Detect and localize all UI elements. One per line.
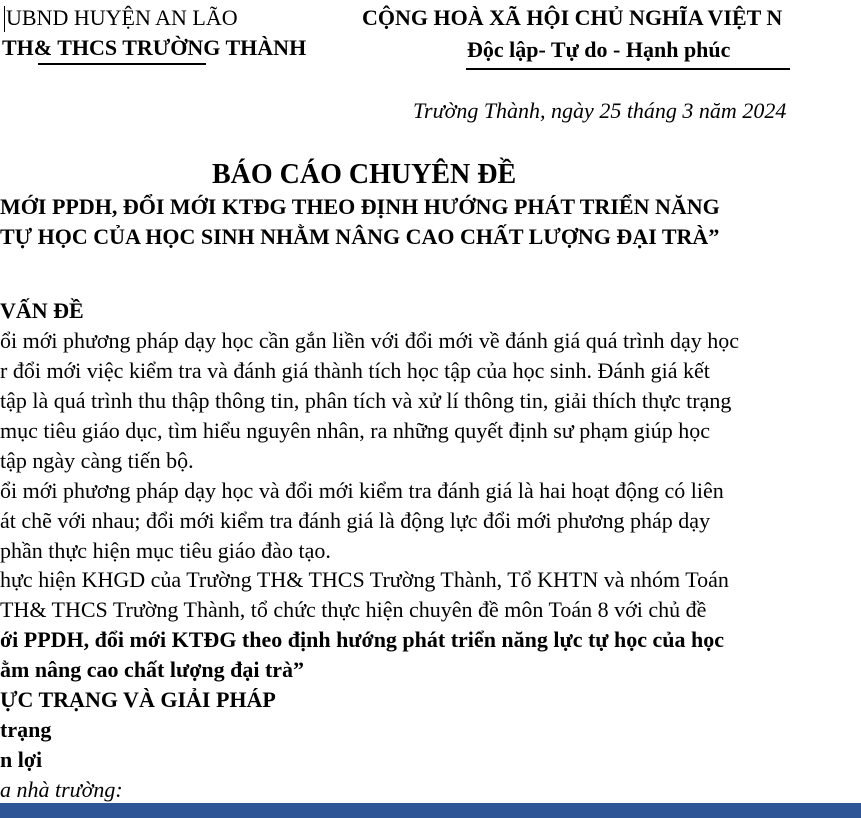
body-line: TH& THCS Trường Thành, tổ chức thực hiện chuyên đề môn Toán 8 với chủ đề xyxy=(0,597,707,622)
header-authority: UBND HUYỆN AN LÃO xyxy=(6,5,238,30)
header-motto: Độc lập- Tự do - Hạnh phúc xyxy=(467,37,731,62)
report-subtitle-line1: MỚI PPDH, ĐỔI MỚI KTĐG THEO ĐỊNH HƯỚNG PHÁT TRIỂN NĂNG xyxy=(0,194,720,219)
body-line: tập là quá trình thu thập thông tin, phân tích và xử lí thông tin, giải thích thực trạng xyxy=(0,388,732,413)
header-school-underline xyxy=(38,63,206,65)
report-title: BÁO CÁO CHUYÊN ĐỀ xyxy=(212,159,517,190)
body-line: hực hiện KHGD của Trường TH& THCS Trường Thành, Tổ KHTN và nhóm Toán xyxy=(0,567,729,592)
body-line: ổi mới phương pháp dạy học và đổi mới kiểm tra đánh giá là hai hoạt động có liên xyxy=(0,478,724,503)
italic-subsection: a nhà trường: xyxy=(0,777,123,802)
header-national-title: CỘNG HOÀ XÃ HỘI CHỦ NGHĨA VIỆT N xyxy=(362,5,783,30)
topic-title-line: ằm nâng cao chất lượng đại trà” xyxy=(0,657,305,682)
body-line: phần thực hiện mục tiêu giáo đào tạo. xyxy=(0,538,331,563)
header-motto-underline xyxy=(466,68,790,70)
report-subtitle-line2: TỰ HỌC CỦA HỌC SINH NHẰM NÂNG CAO CHẤT LƯỢNG ĐẠI TRÀ” xyxy=(0,224,720,249)
topic-title-line: ới PPDH, đổi mới KTĐG theo định hướng phát triển năng lực tự học của học xyxy=(0,627,725,652)
header-school: TH& THCS TRƯỜNG THÀNH xyxy=(2,35,307,60)
text-cursor xyxy=(4,6,5,32)
body-line: tập ngày càng tiến bộ. xyxy=(0,448,194,473)
body-line: ổi mới phương pháp dạy học cần gắn liền với đổi mới về đánh giá quá trình dạy học xyxy=(0,328,740,353)
body-line: mục tiêu giáo dục, tìm hiểu nguyên nhân, ra những quyết định sư phạm giúp học xyxy=(0,418,710,443)
subheading-advantages: n lợi xyxy=(0,747,43,772)
place-date: Trường Thành, ngày 25 tháng 3 năm 2024 xyxy=(413,98,787,123)
bottom-band xyxy=(0,803,861,818)
section-heading-issue: VẤN ĐỀ xyxy=(0,298,84,323)
body-line: r đổi mới việc kiểm tra và đánh giá thành tích học tập của học sinh. Đánh giá kết xyxy=(0,358,710,383)
body-line: át chẽ với nhau; đổi mới kiểm tra đánh giá là động lực đổi mới phương pháp dạy xyxy=(0,508,711,533)
subheading-status: trạng xyxy=(0,717,52,742)
section-heading-status: ỰC TRẠNG VÀ GIẢI PHÁP xyxy=(0,687,276,712)
